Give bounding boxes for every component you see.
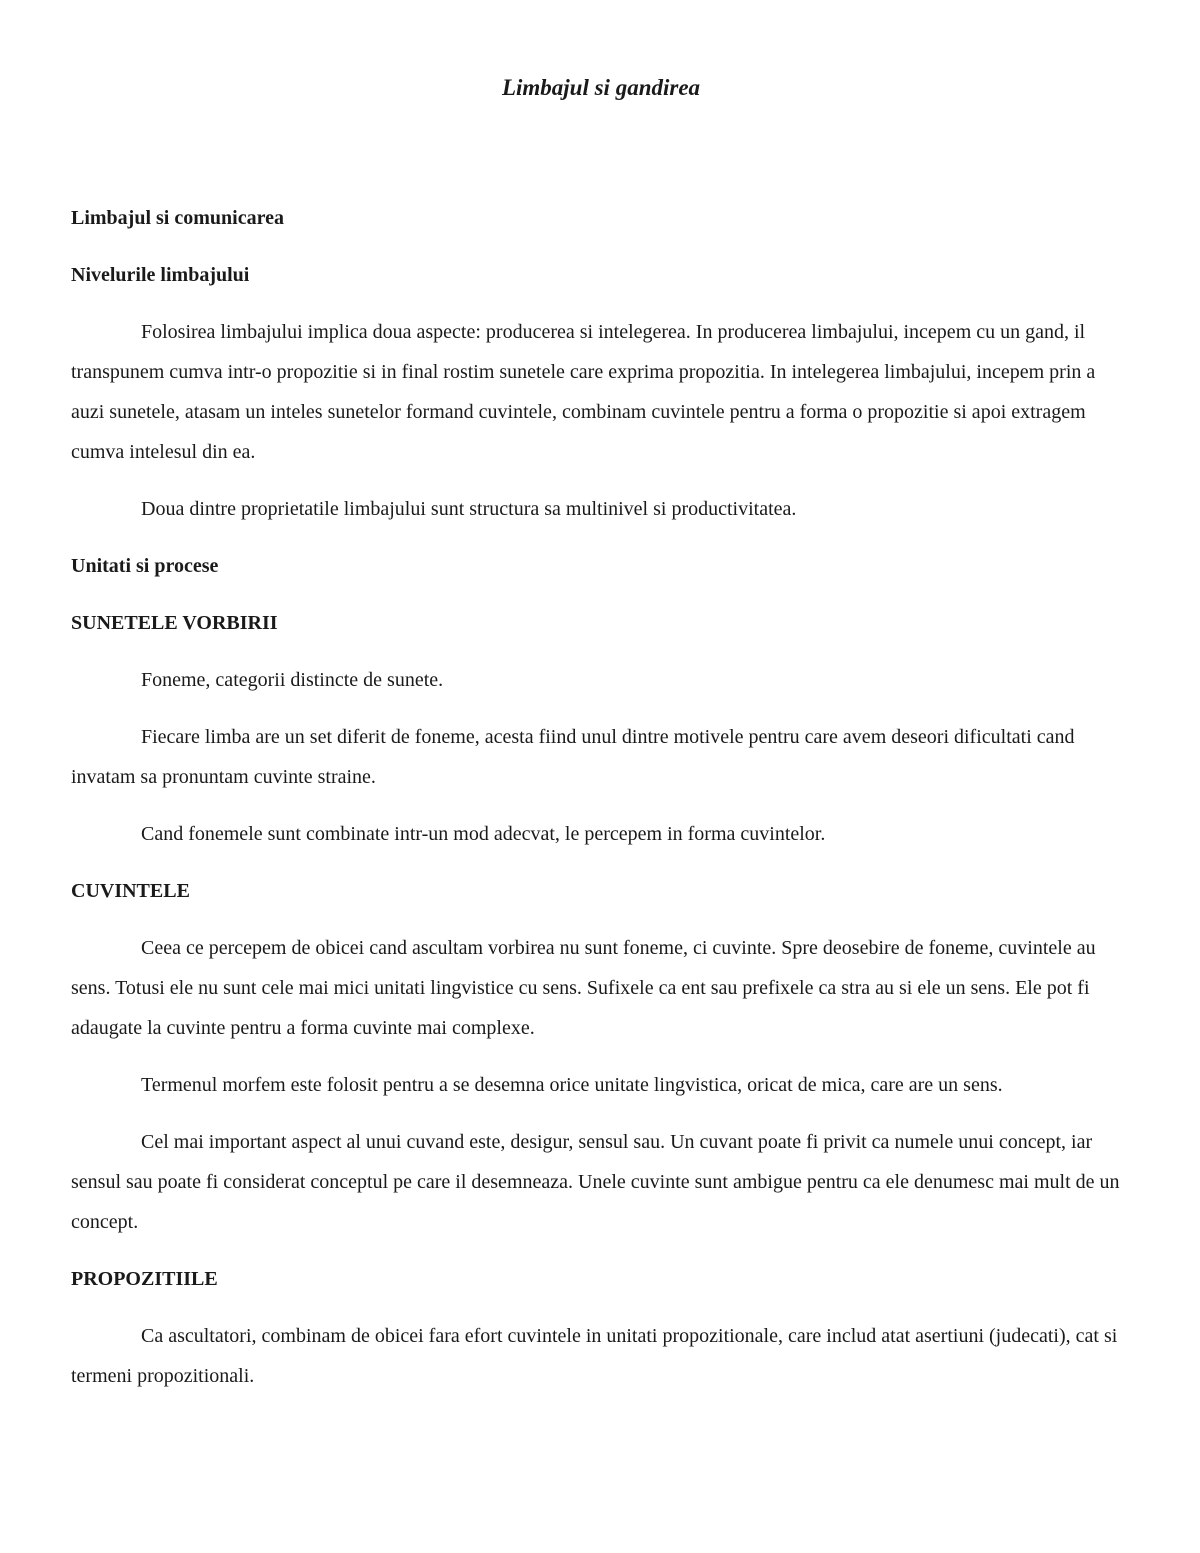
section-heading: CUVINTELE (71, 880, 190, 902)
paragraph: Ceea ce percepem de obicei cand ascultam vorbirea nu sunt foneme, ci cuvinte. Spre deosebire de foneme, cuvintele au sens. Totusi ele nu sunt cele mai mici unitati lingvistice cu sens. Sufixele ca ent sau prefixele ca stra au si ele un sens. Ele pot fi adaugate la cuvinte pentru a forma cuvinte mai complexe. (71, 937, 1096, 1039)
section-heading: Nivelurile limbajului (71, 264, 250, 286)
section-heading: SUNETELE VORBIRII (71, 612, 278, 634)
section-heading: Limbajul si comunicarea (71, 207, 284, 229)
document-page (71, 66, 1131, 1413)
section-heading: PROPOZITIILE (71, 1268, 218, 1290)
paragraph: Foneme, categorii distincte de sunete. (141, 669, 444, 691)
paragraph: Ca ascultatori, combinam de obicei fara efort cuvintele in unitati propozitionale, care includ atat asertiuni (judecati), cat si termeni propozitionali. (71, 1325, 1118, 1387)
paragraph: Doua dintre proprietatile limbajului sunt structura sa multinivel si productivitatea. (141, 498, 797, 520)
section-heading: Unitati si procese (71, 555, 219, 577)
paragraph: Cand fonemele sunt combinate intr-un mod adecvat, le percepem in forma cuvintelor. (141, 823, 826, 845)
paragraph: Fiecare limba are un set diferit de foneme, acesta fiind unul dintre motivele pentru care avem deseori dificultati cand invatam sa pronuntam cuvinte straine. (71, 726, 1075, 788)
paragraph: Folosirea limbajului implica doua aspecte: producerea si intelegerea. In producerea limbajului, incepem cu un gand, il transpunem cumva intr-o propozitie si in final rostim sunetele care exprima propozitia. In intelegerea limbajului, incepem prin a auzi sunetele, atasam un inteles sunetelor formand cuvintele, combinam cuvintele pentru a forma o propozitie si apoi extragem cumva intelesul din ea. (71, 321, 1096, 463)
document-title: Limbajul si gandirea (501, 75, 701, 100)
paragraph: Cel mai important aspect al unui cuvand este, desigur, sensul sau. Un cuvant poate fi privit ca numele unui concept, iar sensul sau poate fi considerat conceptul pe care il desemneaza. Unele cuvinte sunt ambigue pentru ca ele denumesc mai mult de un concept. (71, 1131, 1120, 1233)
paragraph: Termenul morfem este folosit pentru a se desemna orice unitate lingvistica, oricat de mica, care are un sens. (141, 1074, 1003, 1096)
